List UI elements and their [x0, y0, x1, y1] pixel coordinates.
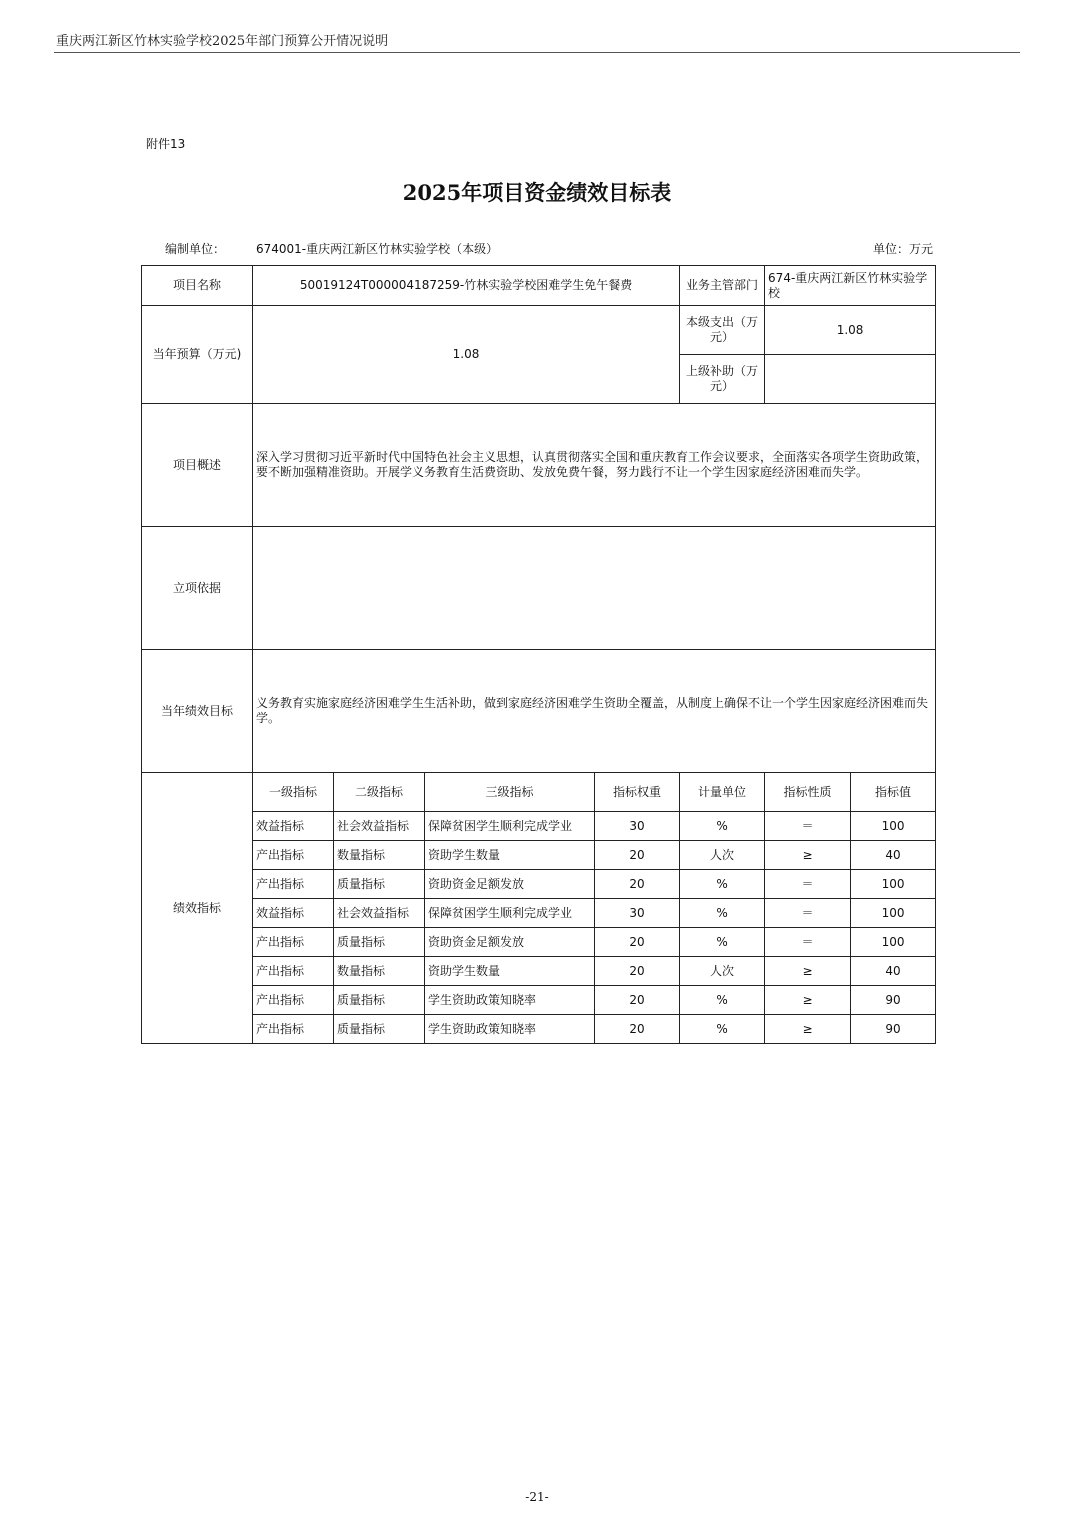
indicator-level1: 产出指标	[253, 841, 334, 870]
table-row	[142, 957, 936, 986]
indicator-level3: 保障贫困学生顺利完成学业	[425, 812, 595, 841]
header-weight: 指标权重	[595, 773, 680, 812]
upper-subsidy-value	[765, 355, 936, 404]
indicator-weight: 20	[595, 841, 680, 870]
indicator-weight: 20	[595, 928, 680, 957]
unit-value: 674001-重庆两江新区竹林实验学校（本级）	[256, 242, 499, 256]
header-nature: 指标性质	[765, 773, 851, 812]
indicator-value: 100	[851, 899, 936, 928]
indicator-level1: 产出指标	[253, 957, 334, 986]
budget-row	[142, 306, 936, 355]
header-rule	[54, 52, 1020, 53]
dept-label: 业务主管部门	[680, 266, 765, 306]
indicator-weight: 20	[595, 1015, 680, 1044]
indicator-header-row	[142, 773, 936, 812]
basis-row	[142, 527, 936, 650]
page-title: 2025年项目资金绩效目标表	[402, 180, 672, 205]
indicator-nature: ＝	[765, 812, 851, 841]
indicator-value: 40	[851, 841, 936, 870]
table-row	[142, 812, 936, 841]
indicator-level3: 资助资金足额发放	[425, 928, 595, 957]
indicator-nature: ≥	[765, 986, 851, 1015]
indicator-level1: 产出指标	[253, 1015, 334, 1044]
indicator-level3: 资助学生数量	[425, 957, 595, 986]
overview-text: 深入学习贯彻习近平新时代中国特色社会主义思想，认真贯彻落实全国和重庆教育工作会议要求，全面落实各项学生资助政策，要不断加强精准资助。开展学义务教育生活费资助、发放免费午餐，努力践行不让一个学生因家庭经济困难而失学。	[253, 404, 936, 527]
budget-label: 当年预算（万元)	[142, 306, 253, 404]
upper-subsidy-label: 上级补助（万元）	[680, 355, 765, 404]
indicator-unit: %	[680, 870, 765, 899]
indicator-level2: 质量指标	[334, 986, 425, 1015]
indicator-nature: ≥	[765, 957, 851, 986]
header-level3: 三级指标	[425, 773, 595, 812]
indicator-unit: %	[680, 928, 765, 957]
indicator-level2: 社会效益指标	[334, 812, 425, 841]
indicator-level2: 数量指标	[334, 957, 425, 986]
indicator-nature: ≥	[765, 841, 851, 870]
attachment-label: 附件13	[146, 137, 186, 151]
table-row	[142, 899, 936, 928]
indicator-level2: 质量指标	[334, 928, 425, 957]
header-unit: 计量单位	[680, 773, 765, 812]
indicator-nature: ≥	[765, 1015, 851, 1044]
indicator-value: 40	[851, 957, 936, 986]
indicator-level2: 社会效益指标	[334, 899, 425, 928]
indicator-value: 100	[851, 812, 936, 841]
indicator-weight: 20	[595, 870, 680, 899]
table-row	[142, 928, 936, 957]
goal-row	[142, 650, 936, 773]
table-row	[142, 1015, 936, 1044]
indicator-unit: %	[680, 986, 765, 1015]
indicator-level3: 资助学生数量	[425, 841, 595, 870]
table-row	[142, 841, 936, 870]
project-name-value: 50019124T000004187259-竹林实验学校困难学生免午餐费	[253, 266, 680, 306]
indicator-weight: 30	[595, 812, 680, 841]
indicator-level2: 数量指标	[334, 841, 425, 870]
table-row	[142, 986, 936, 1015]
indicator-level2: 质量指标	[334, 1015, 425, 1044]
project-name-row	[142, 266, 936, 306]
table-row	[142, 870, 936, 899]
indicator-value: 100	[851, 870, 936, 899]
indicator-level3: 学生资助政策知晓率	[425, 1015, 595, 1044]
own-expense-label: 本级支出（万元）	[680, 306, 765, 355]
header-level2: 二级指标	[334, 773, 425, 812]
basis-text	[253, 527, 936, 650]
indicator-level1: 产出指标	[253, 928, 334, 957]
indicator-weight: 20	[595, 957, 680, 986]
performance-table	[141, 265, 936, 1044]
header-value: 指标值	[851, 773, 936, 812]
overview-row	[142, 404, 936, 527]
indicator-level3: 保障贫困学生顺利完成学业	[425, 899, 595, 928]
indicator-level1: 效益指标	[253, 899, 334, 928]
indicator-unit: %	[680, 812, 765, 841]
indicator-value: 90	[851, 986, 936, 1015]
overview-label: 项目概述	[142, 404, 253, 527]
budget-value: 1.08	[253, 306, 680, 404]
indicator-unit: 人次	[680, 957, 765, 986]
project-name-label: 项目名称	[142, 266, 253, 306]
own-expense-value: 1.08	[765, 306, 936, 355]
basis-label: 立项依据	[142, 527, 253, 650]
indicator-value: 100	[851, 928, 936, 957]
indicator-unit: %	[680, 1015, 765, 1044]
dept-value: 674-重庆两江新区竹林实验学校	[765, 266, 936, 306]
indicator-weight: 30	[595, 899, 680, 928]
unit-label: 编制单位：	[165, 242, 226, 256]
running-header: 重庆两江新区竹林实验学校2025年部门预算公开情况说明	[56, 34, 389, 49]
indicator-section-label: 绩效指标	[142, 773, 253, 1044]
indicator-level2: 质量指标	[334, 870, 425, 899]
indicator-nature: ＝	[765, 870, 851, 899]
indicator-unit: %	[680, 899, 765, 928]
indicator-level3: 资助资金足额发放	[425, 870, 595, 899]
currency-unit: 单位：万元	[872, 242, 933, 256]
indicator-unit: 人次	[680, 841, 765, 870]
indicator-weight: 20	[595, 986, 680, 1015]
indicator-level3: 学生资助政策知晓率	[425, 986, 595, 1015]
indicator-level1: 效益指标	[253, 812, 334, 841]
page-number: -21-	[525, 1490, 549, 1504]
indicator-nature: ＝	[765, 928, 851, 957]
goal-text: 义务教育实施家庭经济困难学生生活补助，做到家庭经济困难学生资助全覆盖，从制度上确保不让一个学生因家庭经济困难而失学。	[253, 650, 936, 773]
indicator-nature: ＝	[765, 899, 851, 928]
header-level1: 一级指标	[253, 773, 334, 812]
indicator-level1: 产出指标	[253, 986, 334, 1015]
goal-label: 当年绩效目标	[142, 650, 253, 773]
indicator-level1: 产出指标	[253, 870, 334, 899]
indicator-value: 90	[851, 1015, 936, 1044]
